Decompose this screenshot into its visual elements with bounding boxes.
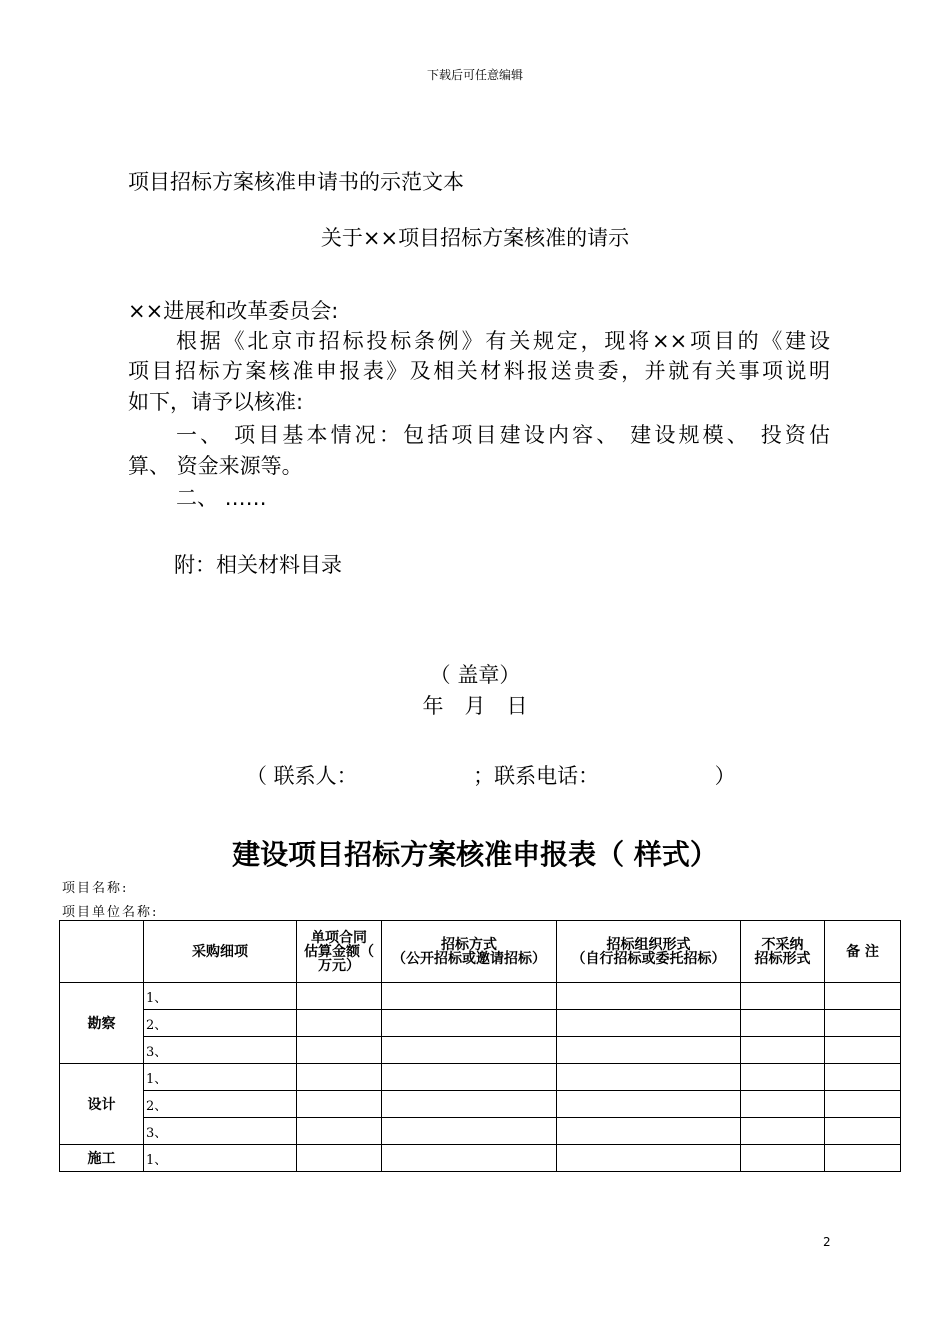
header-remarks: 备 注 [825,921,901,983]
attachment-note: 附：相关材料目录 [174,553,342,577]
item-1-line-2: 算、 资金来源等。 [128,454,303,478]
row-number: 3、 [144,1118,297,1145]
header-blank [60,921,144,983]
category-construction: 施工 [60,1145,144,1172]
table-row [60,1118,901,1145]
table-row [60,1064,901,1091]
page-number: 2 [823,1235,831,1249]
row-number: 1、 [144,1145,297,1172]
category-survey: 勘察 [60,983,144,1064]
form-title: 建设项目招标方案核准申报表（ 样式） [232,838,718,871]
row-number: 2、 [144,1010,297,1037]
date-placeholder: 年 月 日 [422,694,528,718]
item-2: 二、 …… [176,486,267,510]
table-header-row [60,921,901,983]
table-row [60,1037,901,1064]
header-budget: 单项合同 估算金额（ 万元） [297,921,382,983]
table-row [60,1091,901,1118]
item-1-line-1: 一、 项目基本情况：包括项目建设内容、 建设规模、 投资估 [176,423,830,447]
body-line-1: 根据《北京市招标投标条例》有关规定，现将××项目的《建设 [176,329,830,353]
header-note: 下载后可任意编辑 [426,68,523,82]
addressee: ××进展和改革委员会: [128,299,339,323]
table-row [60,983,901,1010]
row-number: 1、 [144,983,297,1010]
request-title: 关于××项目招标方案核准的请示 [320,226,630,250]
header-organization: 招标组织形式 （自行招标或委托招标） [557,921,741,983]
header-item: 采购细项 [144,921,297,983]
category-design: 设计 [60,1064,144,1145]
row-number: 3、 [144,1037,297,1064]
header-method: 招标方式 （公开招标或邀请招标） [382,921,557,983]
project-unit-label: 项目单位名称: [62,905,159,920]
table-row [60,1145,901,1172]
document-title: 项目招标方案核准申请书的示范文本 [128,170,464,194]
application-form-table [59,920,901,1172]
table-row [60,1010,901,1037]
row-number: 2、 [144,1091,297,1118]
row-number: 1、 [144,1064,297,1091]
seal-placeholder: （ 盖章） [429,663,521,687]
body-line-3: 如下，请予以核准: [128,390,304,414]
body-line-2: 项目招标方案核准申报表》及相关材料报送贵委，并就有关事项说明 [128,359,830,383]
project-name-label: 项目名称: [62,881,129,896]
header-no-tender: 不采纳 招标形式 [741,921,825,983]
contact-line: （ 联系人： ；联系电话： ） [246,764,736,788]
